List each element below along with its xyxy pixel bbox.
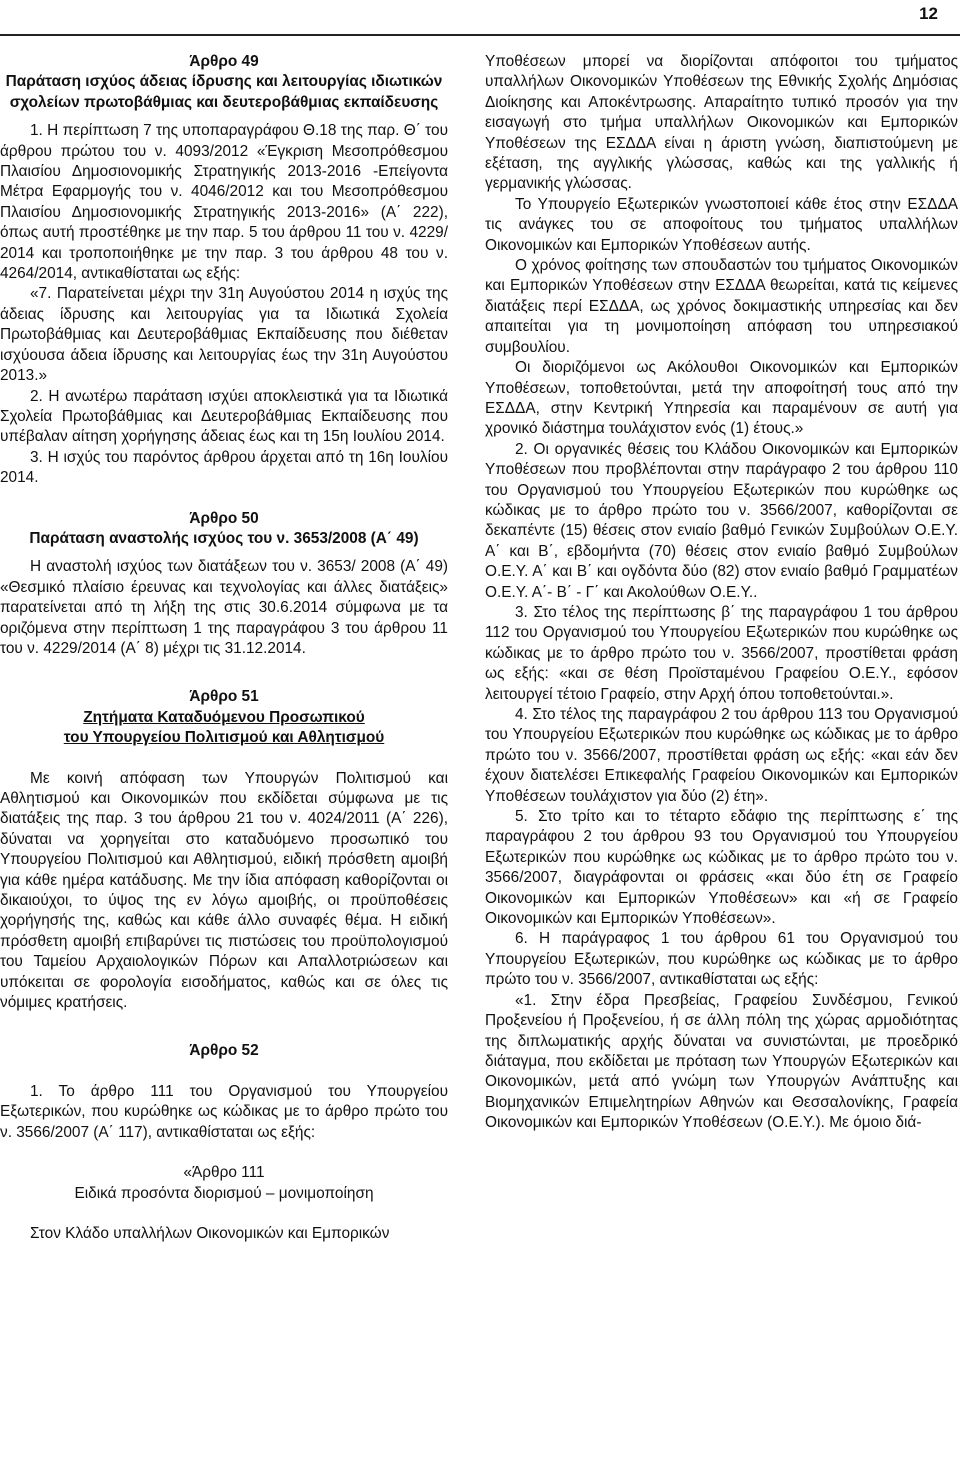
article-111-paragraph-start: Στον Κλάδο υπαλλήλων Οικονομικών και Εμπορικών [30, 1224, 390, 1242]
article-50-title: Άρθρο 50 [189, 509, 259, 527]
right-paragraph-2: Το Υπουργείο Εξωτερικών γνωστοποιεί κάθε έτος στην ΕΣΔΔΑ τις ανάγκες του σε αποφοίτους του τμήματος υπαλλήλων Οικονομικών και Εμπορικών Υποθέσεων αυτής. [485, 195, 958, 254]
article-51-paragraph-1: Με κοινή απόφαση των Υπουργών Πολιτισμού και Αθλητισμού και Οικονομικών που εκδίδεται σύμφωνα με τις διατάξεις της παρ. 3 του άρθρου 21 του ν. 4024/2011 (Α΄ 226), δύναται να χορηγείται στο καταδυόμενο προσωπικό του Υπουργείου Πολιτισμού και Αθλητισμού, ειδική πρόσθετη αμοιβή για κάθε ημέρα κατάδυσης. Με την ίδια απόφαση καθορίζονται οι δικαιούχοι, το ύψος της εν λόγω αμοιβής, οι προϋποθέσεις χορήγησής της, καθώς και κάθε άλλο συναφές θέμα. Η ειδική πρόσθετη αμοιβή επιβαρύνει τις πιστώσεις του προϋπολογισμού του Ταμείου Αρχαιολογικών Πόρων και Απαλλοτριώσεων και υπόκειται σε φορολογία εισοδήματος, καθώς και σε όλες τις νόμιμες κρατήσεις. [0, 769, 448, 1012]
left-column [0, 52, 448, 1244]
article-50-paragraph-1: Η αναστολή ισχύος των διατάξεων του ν. 3653/ 2008 (Α΄ 49) «Θεσμικό πλαίσιο έρευνας και τεχνολογίας και άλλες διατάξεις» παρατείνεται από τη λήξη της στις 30.6.2014 σύμφωνα με τα οριζόμενα στην περίπτωση 1 της παραγράφου 3 του άρθρου 11 του ν. 4229/2014 (Α΄ 8) μέχρι τις 31.12.2014. [0, 558, 448, 657]
right-paragraph-6: 3. Στο τέλος της περίπτωσης β΄ της παραγράφου 1 του άρθρου 112 του Οργανισμού του Υπουργείου Εξωτερικών που κυρώθηκε ως κώδικας με το άρθρο πρώτο του ν. 3566/2007, προστίθεται φράση ως εξής: «και σε θέση Προϊσταμένου Γραφείου Ο.Ε.Υ., εφόσον λειτουργεί τέτοιο Γραφείο, στην Αρχή όπου τοποθετούνται.». [485, 603, 958, 703]
article-52-title: Άρθρο 52 [189, 1042, 259, 1060]
right-paragraph-5: 2. Οι οργανικές θέσεις του Κλάδου Οικονομικών και Εμπορικών Υποθέσεων που προβλέπονται στην παράγραφο 2 του άρθρου 110 του Οργανισμού του Υπουργείου Εξωτερικών που κυρώθηκε ως κώδικας με το άρθρο πρώτο του ν. 3566/2007, καθορίζονται σε δεκαπέντε (15) θέσεις στον ενιαίο βαθμό Γενικών Συμβούλων Ο.Ε.Υ. Α΄ και Β΄, εβδομήντα (70) θέσεις στον ενιαίο βαθμό Συμβούλων Ο.Ε.Υ. Α΄ και Β΄ και ογδόντα δύο (82) στον ενιαίο βαθμό Γραμματέων Ο.Ε.Υ. Α΄- Β΄ - Γ΄ και Ακολούθων Ο.Ε.Υ.. [485, 440, 958, 601]
header-rule [0, 34, 960, 36]
article-49-paragraph-4: 3. Η ισχύς του παρόντος άρθρου άρχεται από τη 16η Ιουλίου 2014. [0, 448, 448, 487]
right-paragraph-1: Υποθέσεων μπορεί να διορίζονται απόφοιτοι του τμήματος υπαλλήλων Οικονομικών Υποθέσεων της Εθνικής Σχολής Δημόσιας Διοίκησης και Αποκέντρωσης. Απαραίτητο τυπικό προσόν για την εισαγωγή στο τμήμα υπαλλήλων Οικονομικών και Εμπορικών Υποθέσεων της ΕΣΔΔΑ είναι η άριστη γνώση, διαπιστούμενη με εξέταση, της αγγλικής γλώσσας, καθώς και της γαλλικής ή γερμανικής γλώσσας. [485, 53, 958, 193]
article-111-heading: Ειδικά προσόντα διορισμού – μονιμοποίηση [74, 1184, 374, 1202]
article-51-title: Άρθρο 51 [189, 688, 259, 706]
article-49-heading: Παράταση ισχύος άδειας ίδρυσης και λειτουργίας ιδιωτικών σχολείων πρωτοβάθμιας και δευτεροβάθμιας εκπαίδευσης [5, 73, 443, 111]
article-49-title: Άρθρο 49 [189, 53, 259, 70]
article-49-paragraph-2: «7. Παρατείνεται μέχρι την 31η Αυγούστου 2014 η ισχύς της άδειας ίδρυσης και λειτουργίας για τα Ιδιωτικά Σχολεία Πρωτοβάθμιας και Δευτεροβάθμιας Εκπαίδευσης που διέθεταν ισχύουσα άδεια ίδρυσης και λειτουργίας έως την 31η Αυγούστου 2013.» [0, 285, 448, 385]
right-column [485, 52, 958, 1134]
article-49-paragraph-3: 2. Η ανωτέρω παράταση ισχύει αποκλειστικά για τα Ιδιωτικά Σχολεία Πρωτοβάθμιας και Δευτεροβάθμιας Εκπαίδευσης που υπέβαλαν αίτηση χορήγησης άδειας έως και τη 15η Ιουλίου 2014. [0, 387, 448, 446]
article-52-paragraph-1: 1. Το άρθρο 111 του Οργανισμού του Υπουργείου Εξωτερικών, που κυρώθηκε ως κώδικας με το άρθρο πρώτο του ν. 3566/2007 (Α΄ 117), αντικαθίσταται ως εξής: [0, 1082, 448, 1141]
article-49-paragraph-1: 1. Η περίπτωση 7 της υποπαραγράφου Θ.18 της παρ. Θ΄ του άρθρου πρώτου του ν. 4093/2012 «Έγκριση Μεσοπρόθεσμου Πλαισίου Δημοσιονομικής Στρατηγικής 2013-2016 -Επείγοντα Μέτρα Εφαρμογής του ν. 4046/2012 και του Μεσοπρόθεσμου Πλαισίου Δημοσιονομικής Στρατηγικής 2013-2016» (Α΄ 222), όπως αυτή προστέθηκε με την παρ. 5 του άρθρου 11 του ν. 4229/ 2014 και τροποποιήθηκε με την παρ. 3 του άρθρου 48 του ν. 4264/2014, αντικαθίσταται ως εξής: [0, 122, 448, 283]
page-number: 12 [919, 4, 938, 23]
article-51-heading-line-1: Ζητήματα Καταδυόμενου Προσωπικού [83, 708, 365, 726]
right-paragraph-3: Ο χρόνος φοίτησης των σπουδαστών του τμήματος Οικονομικών και Εμπορικών Υποθέσεων στην ΕΣΔΔΑ θεωρείται, κατά τις κείμενες διατάξεις περί ΕΣΔΔΑ, ως χρόνος δοκιμαστικής υπηρεσίας και δεν απαιτείται για τη μονιμοποίηση απόφαση του υπηρεσιακού συμβουλίου. [485, 257, 958, 356]
right-paragraph-4: Οι διοριζόμενοι ως Ακόλουθοι Οικονομικών και Εμπορικών Υποθέσεων, τοποθετούνται, μετά την αποφοίτησή τους από την ΕΣΔΔΑ, στην Κεντρική Υπηρεσία και παραμένουν σε αυτή για χρονικό διάστημα τουλάχιστον ενός (1) έτους.» [485, 359, 958, 438]
right-paragraph-9: 6. Η παράγραφος 1 του άρθρου 61 του Οργανισμού του Υπουργείου Εξωτερικών, που κυρώθηκε ως κώδικας με το άρθρο πρώτο του ν. 3566/2007, αντικαθίσταται ως εξής: [485, 930, 958, 989]
right-paragraph-10: «1. Στην έδρα Πρεσβείας, Γραφείου Συνδέσμου, Γενικού Προξενείου ή Προξενείου, ή σε άλλη πόλη της χώρας αρμοδιότητας της διπλωματικής αρχής δύναται να συνιστώνται, με προεδρικό διάταγμα, που εκδίδεται με πρόταση των Υπουργών Εξωτερικών και Οικονομικών, μετά από γνώμη των Υπουργών Ανάπτυξης και Βιομηχανικών Επιμελητηρίων Αθηνών και Θεσσαλονίκης, Γραφεία Οικονομικών και Εμπορικών Υποθέσεων (Ο.Ε.Υ.). Με όμοιο διά- [485, 991, 958, 1132]
right-paragraph-8: 5. Στο τρίτο και το τέταρτο εδάφιο της περίπτωσης ε΄ της παραγράφου 2 του άρθρου 93 του Οργανισμού του Υπουργείου Εξωτερικών που κυρώθηκε ως κώδικας με το άρθρο πρώτο του ν. 3566/2007, διαγράφονται οι φράσεις «και δύο έτη σε Γραφείο Οικονομικών και Εμπορικών Υποθέσεων» και «ή σε Γραφείο Οικονομικών και Εμπορικών Υποθέσεων». [485, 808, 958, 928]
article-51-heading-line-2: του Υπουργείου Πολιτισμού και Αθλητισμού [63, 729, 385, 747]
right-paragraph-7: 4. Στο τέλος της παραγράφου 2 του άρθρου 113 του Οργανισμού του Υπουργείου Εξωτερικών που κυρώθηκε ως κώδικας με το άρθρο πρώτο του ν. 3566/2007, προστίθεται φράση ως εξής: «και εάν δεν έχουν διατελέσει Επικεφαλής Γραφείου Οικονομικών και Εμπορικών Υποθέσεων τουλάχιστον για δύο (2) έτη». [485, 706, 958, 805]
article-111-title: «Άρθρο 111 [183, 1164, 265, 1182]
article-50-heading: Παράταση αναστολής ισχύος του ν. 3653/2008 (Α΄ 49) [29, 529, 419, 547]
